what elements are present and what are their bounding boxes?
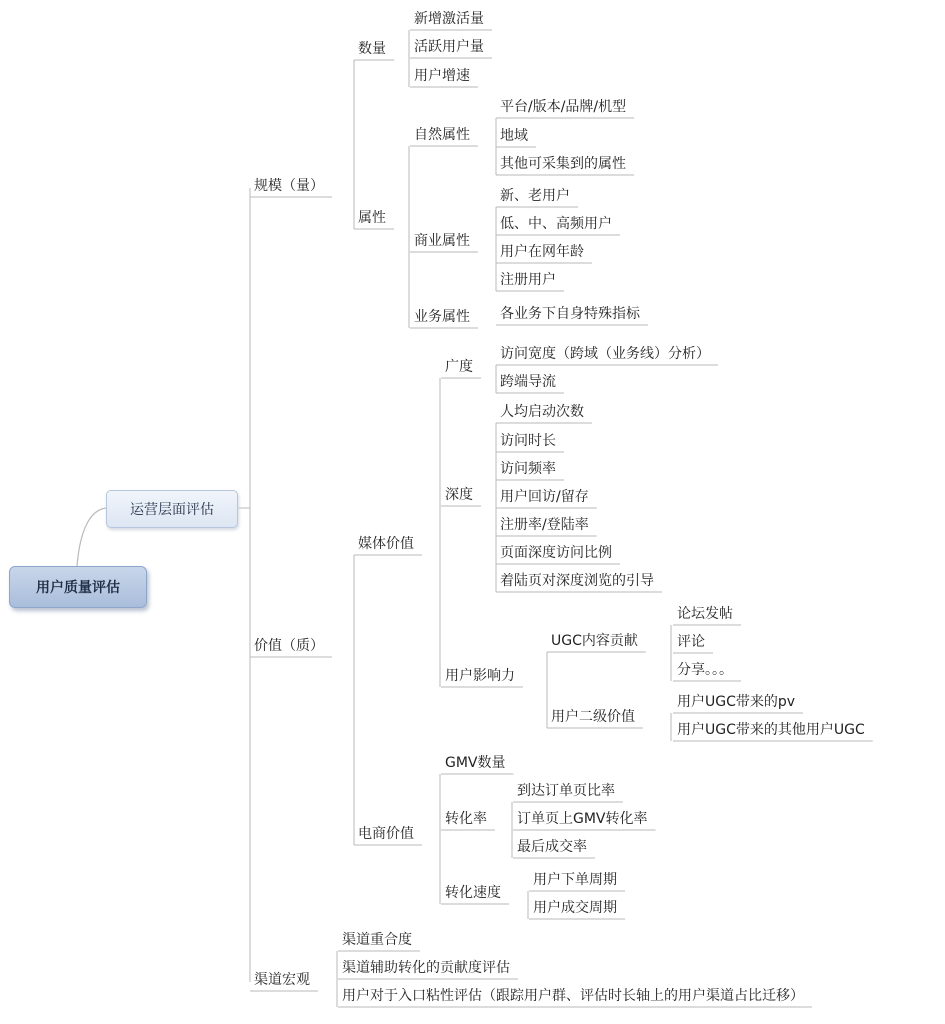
leaf-share[interactable]: 分享。。。 [677,662,733,678]
leaf-entry-stickiness[interactable]: 用户对于入口粘性评估（跟踪用户群、评估时长轴上的用户渠道占比迁移） [342,988,804,1004]
leaf-new-activations[interactable]: 新增激活量 [414,11,484,27]
node-media-value[interactable]: 媒体价值 [358,536,414,552]
leaf-channel-assist[interactable]: 渠道辅助转化的贡献度评估 [342,960,510,976]
leaf-frequency-users[interactable]: 低、中、高频用户 [500,216,612,232]
leaf-order-page-ratio[interactable]: 到达订单页比率 [517,783,615,799]
leaf-landing-guidance[interactable]: 着陆页对深度浏览的引导 [500,573,654,589]
leaf-other-attributes[interactable]: 其他可采集到的属性 [500,156,626,172]
leaf-forum-post[interactable]: 论坛发帖 [677,606,733,622]
leaf-special-metrics[interactable]: 各业务下自身特殊指标 [500,306,640,322]
node-operations-evaluation[interactable]: 运营层面评估 [106,490,238,528]
leaf-ugc-other-ugc[interactable]: 用户UGC带来的其他用户UGC [677,722,865,738]
node-attributes[interactable]: 属性 [358,210,386,226]
node-secondary-value[interactable]: 用户二级价值 [551,709,635,725]
leaf-platform-version[interactable]: 平台/版本/品牌/机型 [500,99,627,115]
leaf-comment[interactable]: 评论 [677,634,705,650]
leaf-retention[interactable]: 用户回访/留存 [500,489,589,505]
node-gmv[interactable]: GMV数量 [445,755,506,771]
leaf-final-deal-rate[interactable]: 最后成交率 [517,839,587,855]
leaf-registration-rate[interactable]: 注册率/登陆率 [500,517,589,533]
node-ugc-contribution[interactable]: UGC内容贡献 [551,633,638,649]
leaf-deal-cycle[interactable]: 用户成交周期 [533,900,617,916]
node-business-attributes[interactable]: 商业属性 [414,233,470,249]
node-depth[interactable]: 深度 [445,487,473,503]
leaf-user-age[interactable]: 用户在网年龄 [500,244,584,260]
leaf-visit-breadth[interactable]: 访问宽度（跨域（业务线）分析） [500,346,710,362]
node-ecommerce-value[interactable]: 电商价值 [358,826,414,842]
leaf-avg-launches[interactable]: 人均启动次数 [500,404,584,420]
leaf-cross-end-traffic[interactable]: 跨端导流 [500,374,556,390]
node-value[interactable]: 价值（质） [254,638,324,654]
leaf-order-cycle[interactable]: 用户下单周期 [533,872,617,888]
node-breadth[interactable]: 广度 [445,359,473,375]
leaf-order-page-gmv[interactable]: 订单页上GMV转化率 [517,811,648,827]
node-user-influence[interactable]: 用户影响力 [445,668,515,684]
leaf-region[interactable]: 地域 [500,128,528,144]
node-scale[interactable]: 规模（量） [254,178,324,194]
leaf-active-users[interactable]: 活跃用户量 [414,39,484,55]
root-node[interactable]: 用户质量评估 [9,566,147,608]
leaf-user-growth[interactable]: 用户增速 [414,68,470,84]
node-natural-attributes[interactable]: 自然属性 [414,127,470,143]
node-conversion-speed[interactable]: 转化速度 [445,885,501,901]
node-conversion-rate[interactable]: 转化率 [445,811,487,827]
node-service-attributes[interactable]: 业务属性 [414,309,470,325]
leaf-visit-duration[interactable]: 访问时长 [500,433,556,449]
node-channel[interactable]: 渠道宏观 [254,972,310,988]
leaf-channel-overlap[interactable]: 渠道重合度 [342,932,412,948]
leaf-registered-users[interactable]: 注册用户 [500,272,556,288]
leaf-visit-frequency[interactable]: 访问频率 [500,461,556,477]
leaf-deep-visit-ratio[interactable]: 页面深度访问比例 [500,545,612,561]
leaf-new-old-users[interactable]: 新、老用户 [500,188,570,204]
leaf-ugc-pv[interactable]: 用户UGC带来的pv [677,694,796,710]
node-quantity[interactable]: 数量 [358,41,386,57]
